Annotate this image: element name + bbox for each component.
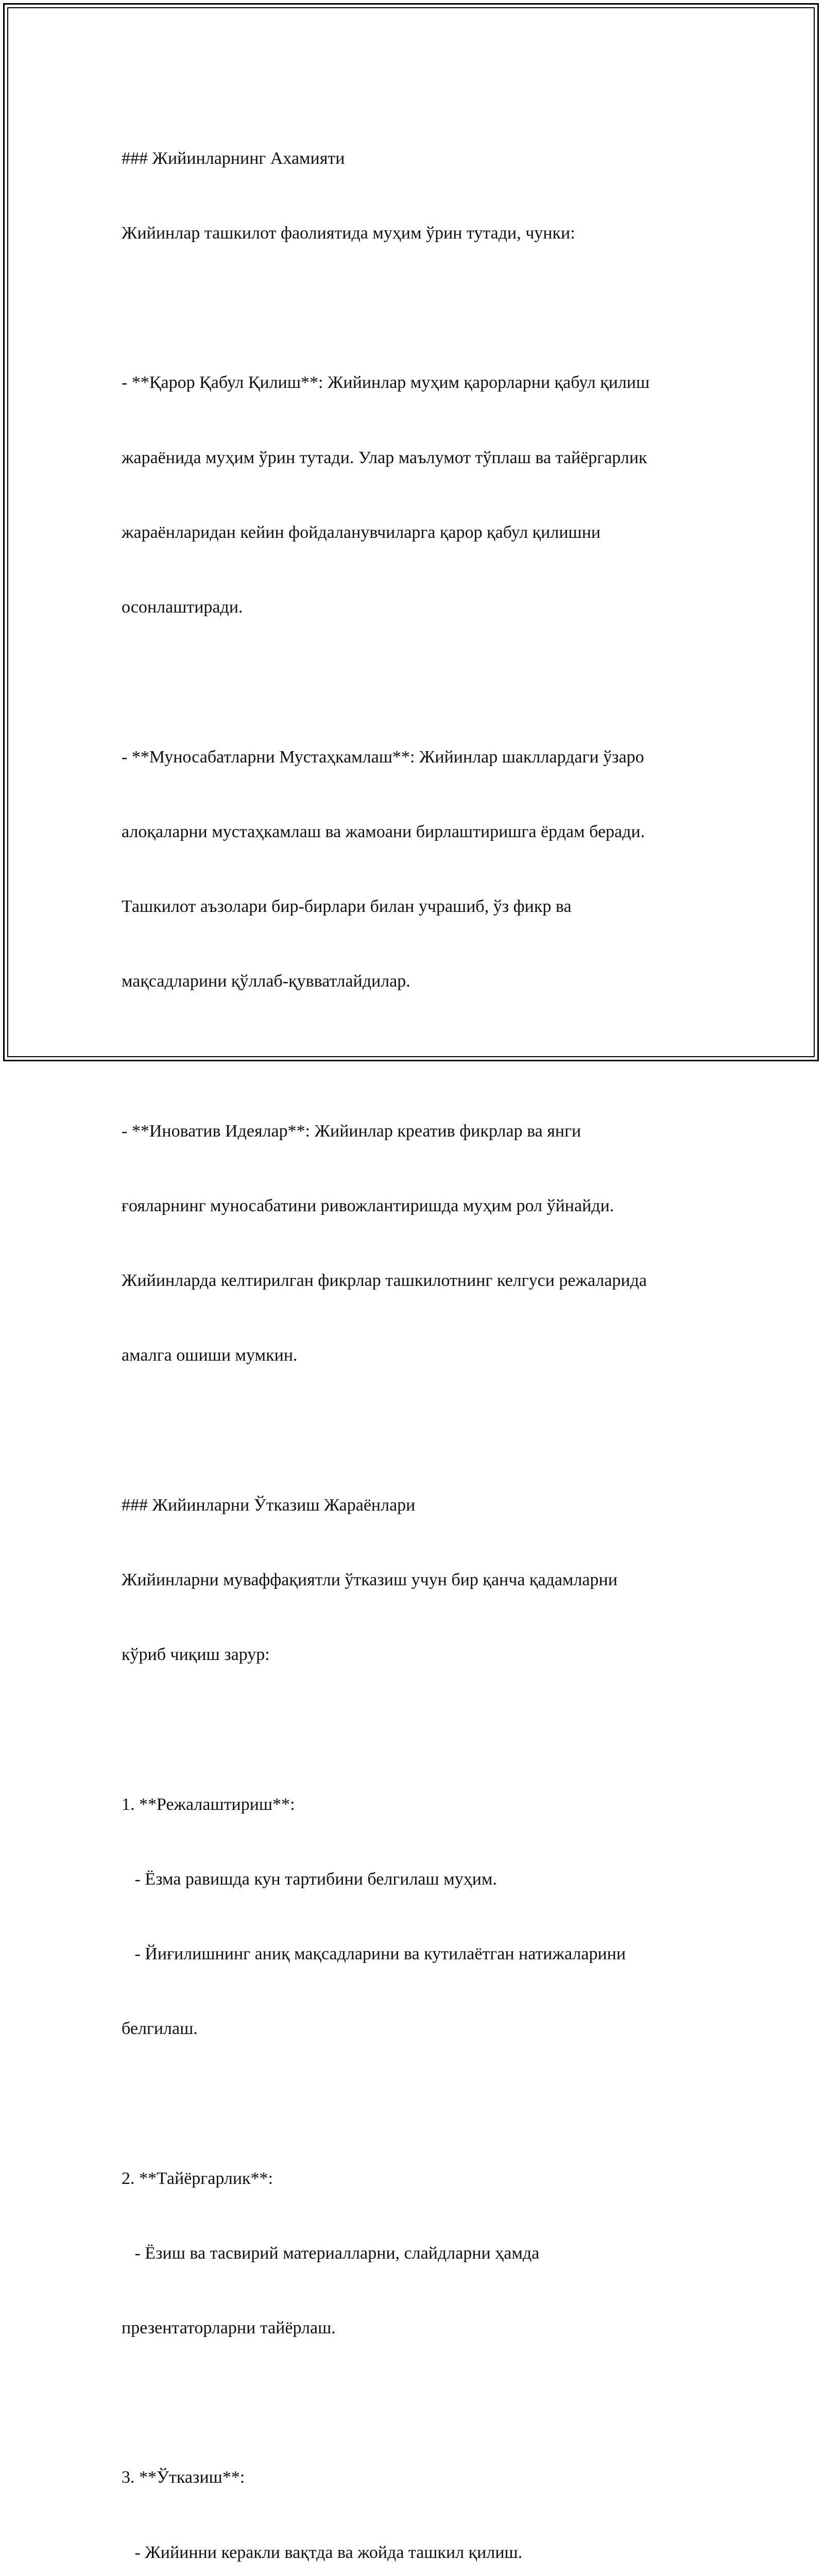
step-planning-item: - Ёзма равишда кун тартибини белгилаш муҳим. (122, 1869, 497, 1889)
heading-process: ### Жийинларни Ўтказиш Жараёнлари (122, 1495, 416, 1515)
bullet-relationships-cont: алоқаларни мустаҳкамлаш ва жамоани бирлаштиришга ёрдам беради. (122, 822, 645, 841)
bullet-innovative-ideas-cont: амалга ошиши мумкин. (122, 1346, 298, 1365)
step-preparation: 2. **Тайёргарлик**: (122, 2168, 273, 2188)
process-intro-cont: кўриб чиқиш зарур: (122, 1645, 270, 1665)
process-intro: Жийинларни муваффақиятли ўтказиш учун бир қанча қадамларни (122, 1570, 617, 1589)
step-conducting: 3. **Ўтказиш**: (122, 2468, 245, 2487)
step-conducting-item: - Жийинни керакли вақтда ва жойда ташкил қилиш. (122, 2543, 523, 2562)
bullet-relationships-cont: Ташкилот аъзолари бир-бирлари билан учрашиб, ўз фикр ва (122, 896, 572, 916)
blank-line (122, 2091, 703, 2116)
bullet-innovative-ideas-cont: ғояларнинг муносабатини ривожлантиришда муҳим рол ўйнайди. (122, 1196, 614, 1215)
bullet-innovative-ideas: - **Иноватив Идеялар**: Жийинлар креатив фикрлар ва янги (122, 1121, 581, 1141)
bullet-relationships: - **Муносабатларни Мустаҳкамлаш**: Жийинлар шакллардаги ўзаро (122, 747, 644, 767)
step-preparation-item: - Ёзиш ва тасвирий материалларни, слайдларни ҳамда (122, 2243, 540, 2263)
step-planning-item-cont: белгилаш. (122, 2019, 198, 2039)
blank-line (122, 1717, 703, 1742)
bullet-decision-making: - **Қарор Қабул Қилиш**: Жийинлар муҳим қарорларни қабул қилиш (122, 373, 650, 393)
heading-importance: ### Жийинларнинг Ахамияти (122, 148, 345, 168)
bullet-decision-making-cont: жараёнларидан кейин фойдаланувчиларга қарор қабул қилишни (122, 522, 601, 542)
bullet-decision-making-cont: жараёнида муҳим ўрин тутади. Улар маълумот тўплаш ва тайёргарлик (122, 448, 647, 467)
step-planning: 1. **Режалаштириш**: (122, 1794, 295, 1814)
blank-line (122, 2391, 703, 2415)
intro-paragraph: Жийинлар ташкилот фаолиятида муҳим ўрин тутади, чунки: (122, 224, 575, 243)
bullet-decision-making-cont: осонлаштиради. (122, 598, 243, 617)
blank-line (122, 1418, 703, 1443)
step-planning-item: - Йиғилишнинг аниқ мақсадларини ва кутилаётган натижаларини (122, 1944, 626, 1963)
bullet-relationships-cont: мақсадларини қўллаб-қувватлайдилар. (122, 972, 410, 991)
step-preparation-item-cont: презентаторларни тайёрлаш. (122, 2318, 336, 2338)
document-body (122, 96, 703, 2576)
blank-line (122, 296, 703, 320)
blank-line (122, 670, 703, 694)
blank-line (122, 1044, 703, 1069)
bullet-innovative-ideas-cont: Жийинларда келтирилган фикрлар ташкилотнинг келгуси режаларида (122, 1271, 647, 1291)
